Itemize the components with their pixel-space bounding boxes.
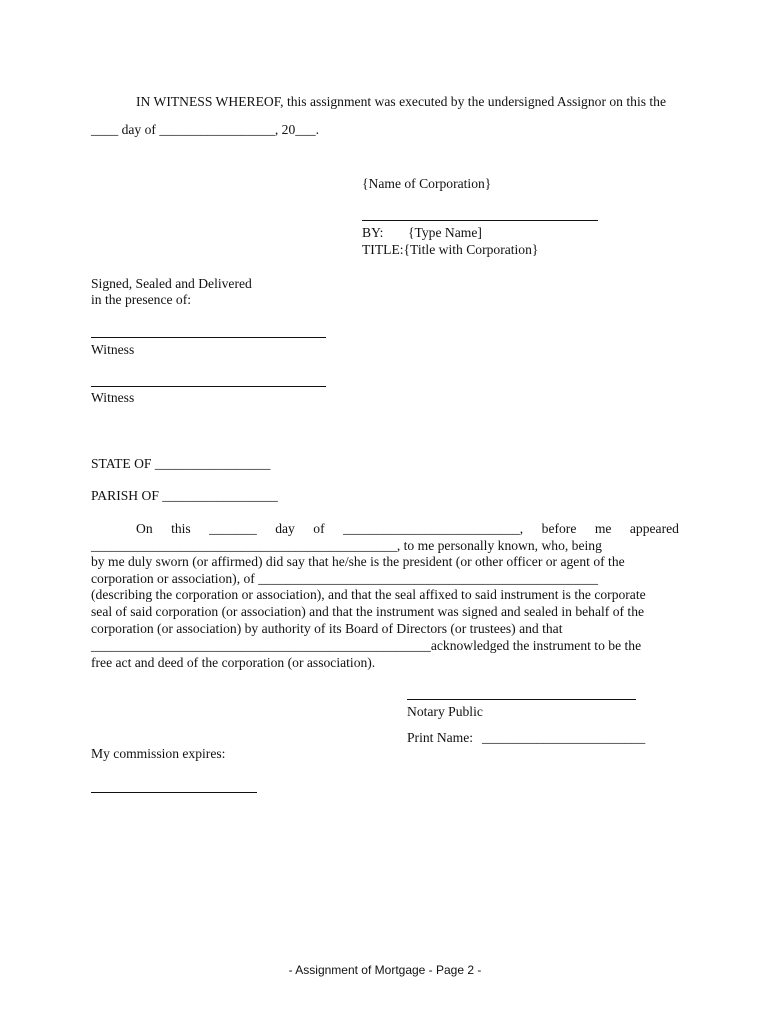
- acknowledgment-line2[interactable]: _____________________________________________, to me personally known, who, being: [91, 538, 602, 553]
- ack-word: On: [136, 521, 153, 536]
- acknowledgment-line4[interactable]: corporation or association), of __________________________________________________: [91, 571, 599, 586]
- signed-sealed-delivered: Signed, Sealed and Delivered: [91, 276, 252, 291]
- print-name-blank[interactable]: ________________________: [482, 730, 646, 745]
- acknowledgment-line8[interactable]: __________________________________________________acknowledged the instrument to be the: [91, 638, 642, 653]
- state-of-line[interactable]: STATE OF _________________: [91, 456, 271, 471]
- ack-word: me: [594, 521, 612, 536]
- page-footer: - Assignment of Mortgage - Page 2 -: [288, 963, 482, 977]
- by-name: {Type Name]: [408, 225, 482, 240]
- acknowledgment-line1: [91, 521, 679, 537]
- commission-expires-line[interactable]: [91, 792, 257, 793]
- parish-of-line[interactable]: PARISH OF _________________: [91, 488, 278, 503]
- witness1-label: Witness: [91, 342, 135, 357]
- ack-word: before: [541, 521, 577, 536]
- print-name-label: Print Name:: [407, 730, 474, 745]
- ack-month-blank[interactable]: __________________________,: [343, 521, 524, 536]
- ack-word: day: [275, 521, 295, 536]
- notary-public-label: Notary Public: [407, 704, 483, 719]
- witness-clause-date-line[interactable]: ____ day of _________________, 20___.: [91, 122, 320, 137]
- by-label: BY:: [362, 225, 384, 240]
- notary-signature-line[interactable]: [407, 699, 636, 700]
- ack-word: appeared: [629, 521, 679, 536]
- in-presence-of: in the presence of:: [91, 292, 192, 307]
- witness-clause-line1: IN WITNESS WHEREOF, this assignment was executed by the undersigned Assignor on this the: [136, 94, 667, 109]
- corporate-signature-line[interactable]: [362, 220, 598, 221]
- acknowledgment-line3: by me duly sworn (or affirmed) did say that he/she is the president (or other officer or agent of the: [91, 554, 625, 569]
- acknowledgment-line5: (describing the corporation or association), and that the seal affixed to said instrument is the corporate: [91, 587, 646, 602]
- commission-expires-label: My commission expires:: [91, 746, 226, 761]
- witness2-signature-line[interactable]: [91, 386, 326, 387]
- witness2-label: Witness: [91, 390, 135, 405]
- title-value: {Title with Corporation}: [403, 242, 539, 257]
- witness1-signature-line[interactable]: [91, 337, 326, 338]
- acknowledgment-line6: seal of said corporation (or association) and that the instrument was signed and sealed in behalf of the: [91, 604, 645, 619]
- title-line: [362, 242, 538, 258]
- title-label: TITLE:: [362, 242, 404, 257]
- acknowledgment-line9: free act and deed of the corporation (or association).: [91, 655, 376, 670]
- acknowledgment-line7: corporation (or association) by authority of its Board of Directors (or trustees) and that: [91, 621, 563, 636]
- corporation-name: {Name of Corporation}: [362, 176, 492, 191]
- ack-day-blank[interactable]: _______: [209, 521, 257, 536]
- ack-word: of: [313, 521, 325, 536]
- ack-word: this: [171, 521, 191, 536]
